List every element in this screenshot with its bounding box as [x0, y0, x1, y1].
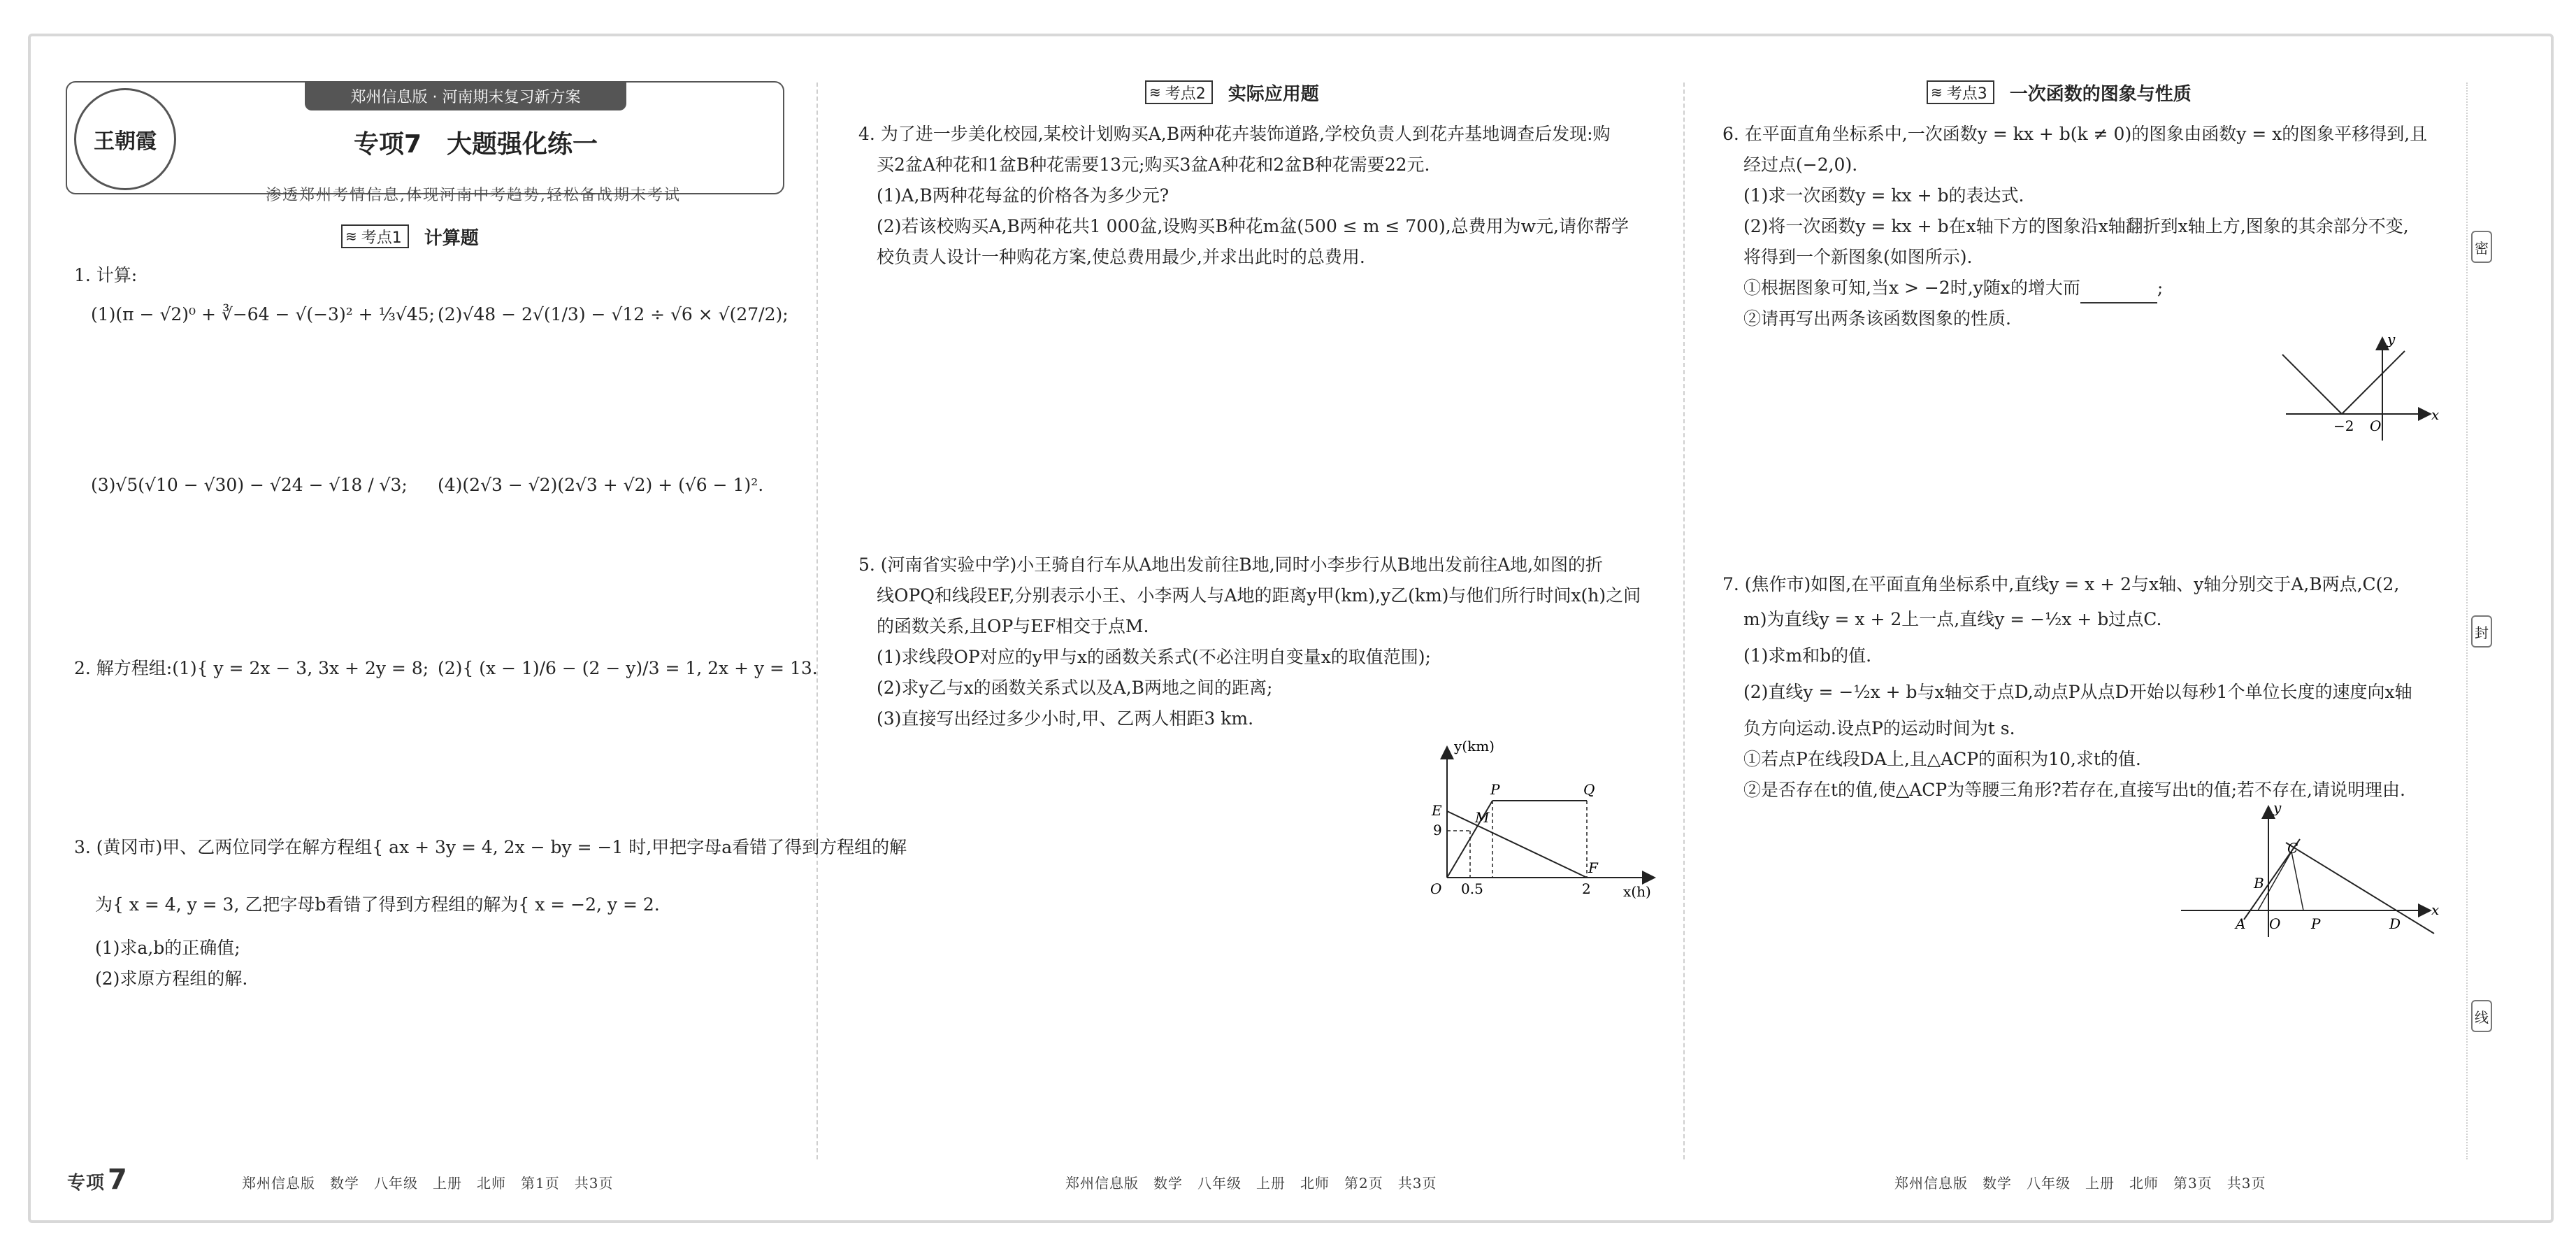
wave-icon: ≋ — [345, 228, 357, 245]
q7-line2: m)为直线y = x + 2上一点,直线y = −½x + b过点C. — [1743, 609, 2162, 629]
wave-icon: ≋ — [1149, 84, 1161, 101]
header-banner: 郑州信息版 · 河南期末复习新方案 — [305, 81, 626, 110]
point-c: C — [2287, 840, 2298, 857]
line-cd — [2286, 843, 2434, 934]
q6-line3: (1)求一次函数y = kx + b的表达式. — [1743, 185, 2024, 206]
q7-line6: ①若点P在线段DA上,且△ACP的面积为10,求t的值. — [1743, 749, 2141, 769]
q6-line1: 6. 在平面直角坐标系中,一次函数y = kx + b(k ≠ 0)的图象由函数y = x的图象平移得到,且 — [1722, 124, 2428, 144]
q5-line2: 线OPQ和线段EF,分别表示小王、小李两人与A地的距离y甲(km),y乙(km)与他们所行时间x(h)之间 — [877, 585, 1641, 606]
figure-6 — [2272, 329, 2447, 448]
slogan: 渗透郑州考情信息,体现河南中考趋势,轻松备战期末考试 — [266, 187, 681, 204]
q7-line4: (2)直线y = −½x + b与x轴交于点D,动点P从点D开始以每秒1个单位长度的速度向x轴 — [1743, 682, 2412, 702]
q1-part2: (2)√48 − 2√(1/3) − √12 ÷ √6 × √(27/2); — [438, 304, 789, 324]
tick-2: 2 — [1582, 880, 1591, 897]
page-title: 专项7 大题强化练一 — [354, 130, 598, 159]
q5-line3: 的函数关系,且OP与EF相交于点M. — [877, 616, 1149, 636]
wave-icon: ≋ — [1931, 84, 1943, 101]
answer-blank[interactable] — [2080, 284, 2157, 303]
origin: O — [2370, 417, 2382, 434]
x-axis-label: x(h) — [1623, 883, 1651, 900]
q4-line1: 4. 为了进一步美化校园,某校计划购买A,B两种花卉装饰道路,学校负责人到花卉基地调查后发现:购 — [858, 124, 1611, 144]
point-p: P — [2311, 915, 2321, 932]
section-1-title: ≋ 考点1 计算题 — [341, 222, 479, 250]
footer-page-3: 郑州信息版 数学 八年级 上册 北师 第3页 共3页 — [1894, 1175, 2266, 1192]
section-tag: ≋ 考点1 — [341, 224, 409, 248]
q5-line1: 5. (河南省实验中学)小王骑自行车从A地出发前往B地,同时小李步行从B地出发前往A地,如图的折 — [858, 555, 1604, 575]
q1-part4: (4)(2√3 − √2)(2√3 + √2) + (√6 − 1)². — [438, 475, 764, 495]
q6-line5: 将得到一个新图象(如图所示). — [1743, 247, 1973, 267]
q7-line1: 7. (焦作市)如图,在平面直角坐标系中,直线y = x + 2与x轴、y轴分别交于A,B两点,C(2, — [1722, 574, 2400, 594]
q2-part2: (2){ (x − 1)/6 − (2 − y)/3 = 1, 2x + y = 13. — [438, 658, 818, 678]
q1-part3: (3)√5(√10 − √30) − √24 − √18 / √3; — [91, 475, 408, 495]
q4-line2: 买2盆A种花和1盆B种花需要13元;购买3盆A种花和2盆B种花需要22元. — [877, 155, 1430, 175]
q5-line4: (1)求线段OP对应的y甲与x的函数关系式(不必注明自变量x的取值范围); — [877, 647, 1431, 667]
origin: O — [2269, 915, 2281, 932]
y-label: y — [2273, 799, 2282, 816]
tick-neg2: −2 — [2333, 417, 2354, 434]
tick-9: 9 — [1433, 822, 1442, 838]
q1-stem: 1. 计算: — [74, 265, 138, 285]
q1-part1: (1)(π − √2)⁰ + ∛−64 − √(−3)² + ⅓√45; — [91, 304, 435, 324]
point-m: M — [1475, 809, 1490, 826]
point-d: D — [2389, 915, 2401, 932]
logo: 王朝霞 — [74, 88, 176, 190]
point-a: A — [2236, 915, 2246, 932]
point-b: B — [2254, 875, 2264, 892]
q2-part1: 2. 解方程组:(1){ y = 2x − 3, 3x + 2y = 8; — [74, 658, 429, 678]
column-divider — [1683, 83, 1685, 1159]
footer-section-label: 专项 7 — [67, 1164, 128, 1196]
q5-line5: (2)求y乙与x的函数关系式以及A,B两地之间的距离; — [877, 678, 1273, 698]
graph-right-branch — [2342, 351, 2405, 414]
column-divider — [816, 83, 818, 1159]
q3-line2: 为{ x = 4, y = 3, 乙把字母b看错了得到方程组的解为{ x = −2, y = 2. — [95, 894, 660, 915]
q3-line1: 3. (黄冈市)甲、乙两位同学在解方程组{ ax + 3y = 4, 2x − by = −1 时,甲把字母a看错了得到方程组的解 — [74, 837, 907, 857]
point-o: O — [1430, 880, 1442, 897]
seal-line — [2466, 83, 2468, 1159]
tick-0-5: 0.5 — [1461, 880, 1483, 897]
seal-tab: 封 — [2471, 615, 2492, 648]
segment-ef — [1447, 811, 1587, 878]
q6-line4: (2)将一次函数y = kx + b在x轴下方的图象沿x轴翻折到x轴上方,图象的其余部分不变, — [1743, 216, 2409, 236]
segment-cp — [2291, 852, 2303, 910]
y-label: y — [2387, 331, 2396, 348]
q5-line6: (3)直接写出经过多少小时,甲、乙两人相距3 km. — [877, 708, 1254, 729]
q7-line7: ②是否存在t的值,使△ACP为等腰三角形?若存在,直接写出t的值;若不存在,请说明理由. — [1743, 780, 2405, 800]
q4-line3: (1)A,B两种花每盆的价格各为多少元? — [877, 185, 1170, 206]
seal-tab: 密 — [2471, 231, 2492, 263]
y-axis-label: y(km) — [1454, 738, 1495, 755]
figure-7 — [2181, 797, 2447, 944]
section-tag: ≋ 考点2 — [1145, 80, 1213, 104]
x-label: x — [2431, 901, 2440, 918]
q3-line3: (1)求a,b的正确值; — [95, 938, 240, 958]
section-2-title: ≋ 考点2 实际应用题 — [1145, 78, 1319, 106]
seal-tab: 线 — [2471, 1000, 2492, 1032]
q7-line5: 负方向运动.设点P的运动时间为t s. — [1743, 718, 2015, 738]
footer-page-2: 郑州信息版 数学 八年级 上册 北师 第2页 共3页 — [1065, 1175, 1437, 1192]
point-f: F — [1588, 859, 1598, 876]
q4-line5: 校负责人设计一种购花方案,使总费用最少,并求出此时的总费用. — [877, 247, 1365, 267]
q6-line2: 经过点(−2,0). — [1743, 155, 1858, 175]
graph-left-branch — [2282, 355, 2342, 414]
q6-line7: ②请再写出两条该函数图象的性质. — [1743, 308, 2011, 329]
figure-5 — [1405, 734, 1671, 909]
footer-page-1: 郑州信息版 数学 八年级 上册 北师 第1页 共3页 — [242, 1175, 614, 1192]
point-p: P — [1490, 781, 1500, 798]
q6-line6: ①根据图象可知,当x > −2时,y随x的增大而 ; — [1743, 273, 2163, 303]
point-e: E — [1432, 802, 1442, 819]
point-q: Q — [1583, 781, 1595, 798]
section-tag: ≋ 考点3 — [1927, 80, 1994, 104]
q7-line3: (1)求m和b的值. — [1743, 645, 1872, 666]
q3-line4: (2)求原方程组的解. — [95, 968, 248, 989]
q4-line4: (2)若该校购买A,B两种花共1 000盆,设购买B种花m盆(500 ≤ m ≤ 700),总费用为w元,请你帮学 — [877, 216, 1629, 236]
section-3-title: ≋ 考点3 一次函数的图象与性质 — [1927, 78, 2192, 106]
x-label: x — [2431, 406, 2440, 423]
